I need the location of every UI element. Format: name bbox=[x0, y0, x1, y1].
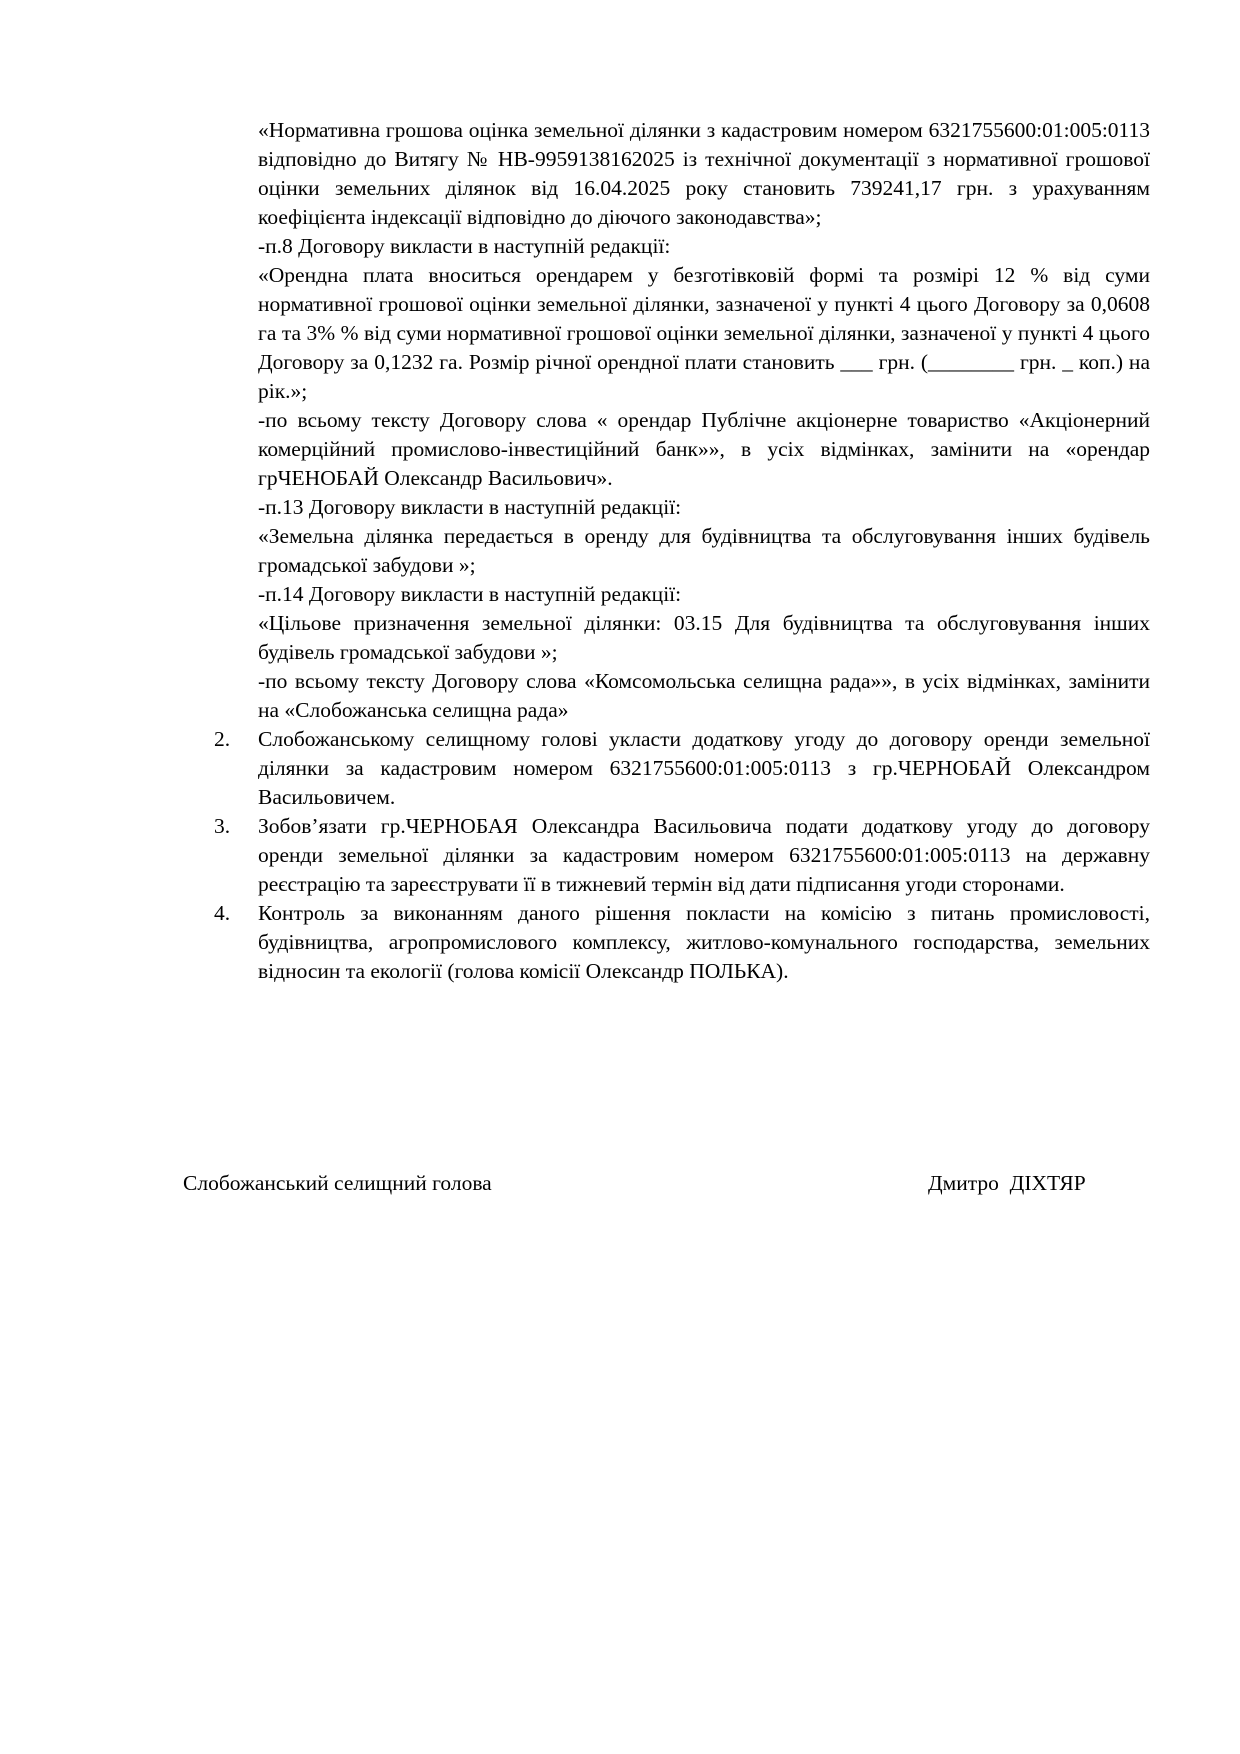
numbered-item-3 bbox=[214, 812, 1150, 899]
item-number: 4. bbox=[214, 901, 231, 925]
item-number: 3. bbox=[214, 814, 231, 838]
item-text: Зобов’язати гр.ЧЕРНОБАЯ Олександра Васильовича подати додаткову угоду до договору оренди земельної ділянки за кадастровим номером 6321755600:01:005:0113 на державну реєстрацію та зареєструвати її в тижневий термін від дати підписання угоди сторонами. bbox=[258, 814, 1150, 896]
signatory-name: Дмитро ДІХТЯР bbox=[928, 1171, 1086, 1195]
paragraph-rent-payment: «Орендна плата вноситься орендарем у безготівковій формі та розмірі 12 % від суми нормативної грошової оцінки земельної ділянки, зазначеної у пункті 4 цього Договору за 0,0608 га та 3% % від суми нормативної грошової оцінки земельної ділянки, зазначеної у пункті 4 цього Договору за 0,1232 га. Розмір річної орендної плати становить ___ грн. (________ грн. _ коп.) на рік.»; bbox=[258, 263, 1150, 403]
signatory-position: Слобожанський селищний голова bbox=[183, 1171, 492, 1195]
numbered-item-4 bbox=[214, 899, 1150, 986]
paragraph-lessee-replacement: -по всьому тексту Договору слова « орендар Публічне акціонерне товариство «Акціонерний комерційний промислово-інвестиційний банк»», в усіх відмінках, замінити на «орендар грЧЕНОБАЙ Олександр Васильович». bbox=[258, 408, 1150, 490]
paragraph-land-purpose: «Земельна ділянка передається в оренду для будівництва та обслуговування інших будівель громадської забудови »; bbox=[258, 524, 1150, 577]
item-text: Контроль за виконанням даного рішення покласти на комісію з питань промисловості, будівництва, агропромислового комплексу, житлово-комунального господарства, земельних відносин та екології (голова комісії Олександр ПОЛЬКА). bbox=[258, 901, 1150, 983]
document-body bbox=[214, 116, 1150, 986]
paragraph-clause-13-heading: -п.13 Договору викласти в наступній редакції: bbox=[258, 495, 682, 519]
item-text: Слобожанському селищному голові укласти додаткову угоду до договору оренди земельної ділянки за кадастровим номером 6321755600:01:005:0113 з гр.ЧЕРНОБАЙ Олександром Васильовичем. bbox=[258, 727, 1150, 809]
paragraph-clause-8-heading: -п.8 Договору викласти в наступній редакції: bbox=[258, 234, 671, 258]
item-number: 2. bbox=[214, 727, 231, 751]
paragraph-council-replacement: -по всьому тексту Договору слова «Комсомольська селищна рада»», в усіх відмінках, замінити на «Слобожанська селищна рада» bbox=[258, 669, 1150, 722]
paragraph-clause-14-heading: -п.14 Договору викласти в наступній редакції: bbox=[258, 582, 682, 606]
paragraph-target-purpose: «Цільове призначення земельної ділянки: 03.15 Для будівництва та обслуговування інших будівель громадської забудови »; bbox=[258, 611, 1150, 664]
paragraph-ngo-valuation: «Нормативна грошова оцінка земельної ділянки з кадастровим номером 6321755600:01:005:0113 відповідно до Витягу № НВ-9959138162025 із технічної документації з нормативної грошової оцінки земельних ділянок від 16.04.2025 року становить 739241,17 грн. з урахуванням коефіцієнта індексації відповідно до діючого законодавства»; bbox=[258, 118, 1150, 229]
numbered-item-2 bbox=[214, 725, 1150, 812]
